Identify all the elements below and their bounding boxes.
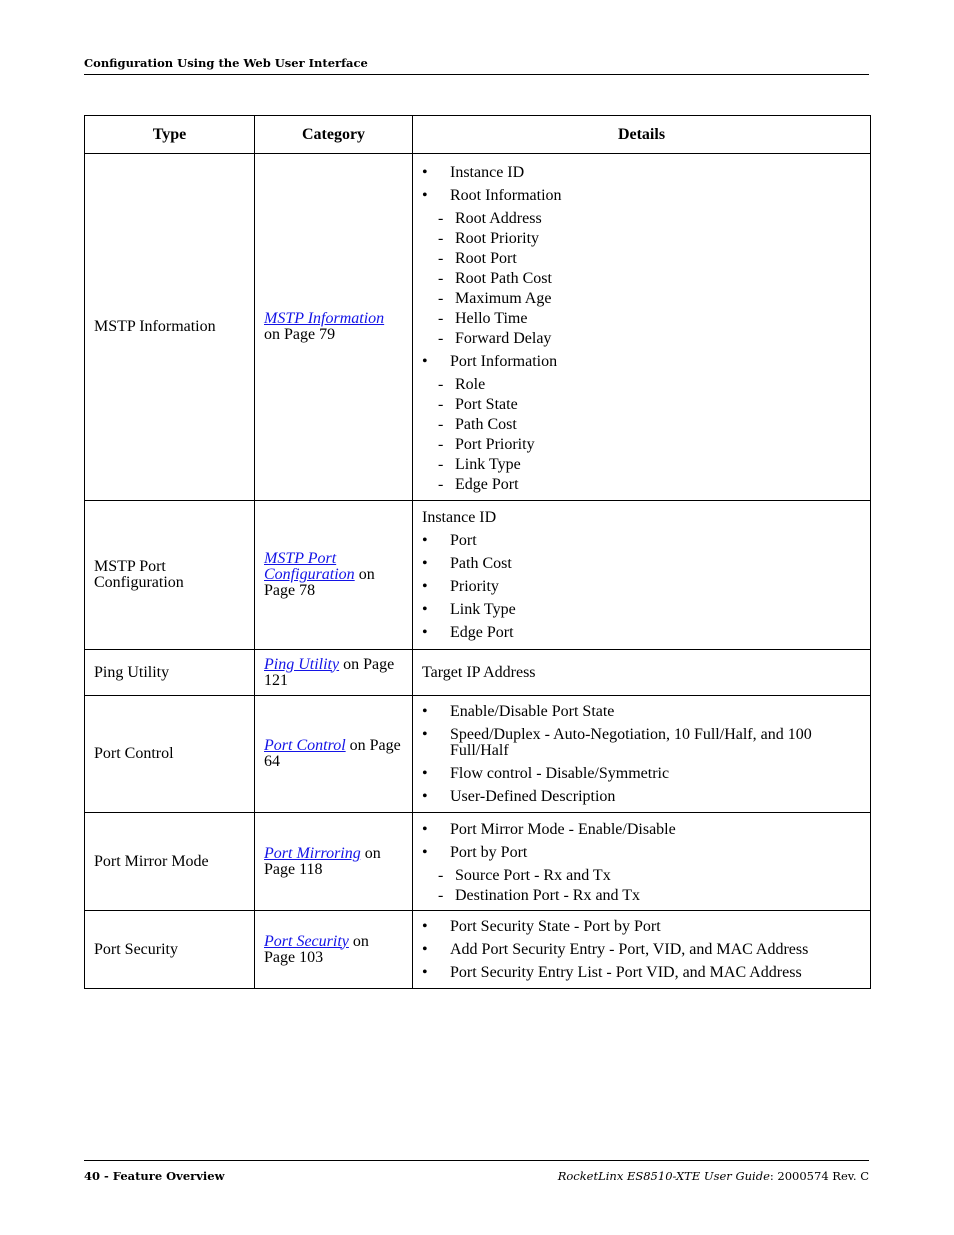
sub-item: - Hello Time xyxy=(422,311,861,327)
page-reference: on Page 79 xyxy=(264,326,336,343)
category-cell xyxy=(255,154,413,501)
sub-item: - Path Cost xyxy=(422,417,861,433)
column-header-details: Details xyxy=(413,116,871,154)
details-cell xyxy=(413,501,871,650)
details-cell xyxy=(413,650,871,696)
sub-item: - Link Type xyxy=(422,457,861,473)
feature-type-cell: MSTP Port Configuration xyxy=(85,501,255,650)
bullet-item: • Add Port Security Entry - Port, VID, and MAC Address xyxy=(422,942,861,958)
detail-text: Target IP Address xyxy=(422,663,536,681)
column-header-category: Category xyxy=(255,116,413,154)
table-row xyxy=(85,650,871,696)
sub-item: - Maximum Age xyxy=(422,291,861,307)
details-cell xyxy=(413,696,871,813)
bullet-item: • User-Defined Description xyxy=(422,789,861,805)
page-reference: on Page 64 xyxy=(264,737,401,770)
category-cell xyxy=(255,911,413,989)
bullet-item: • Instance ID xyxy=(422,165,861,181)
table-header-row xyxy=(85,116,871,154)
category-cell xyxy=(255,813,413,911)
sub-item: - Edge Port xyxy=(422,477,861,493)
details-cell xyxy=(413,154,871,501)
sub-item: - Destination Port - Rx and Tx xyxy=(422,888,861,904)
category-link[interactable]: Port Mirroring xyxy=(264,844,361,862)
table-row xyxy=(85,696,871,813)
page-reference: on Page 118 xyxy=(264,844,381,878)
bullet-item: • Speed/Duplex - Auto-Negotiation, 10 Full/Half, and 100 Full/Half xyxy=(422,727,861,759)
category-link[interactable]: Port Security xyxy=(264,932,349,950)
sub-item: - Port Priority xyxy=(422,437,861,453)
table-row xyxy=(85,154,871,501)
page-reference: on Page 121 xyxy=(264,655,395,689)
category-cell xyxy=(255,650,413,696)
page-reference: on Page 103 xyxy=(264,932,369,966)
sub-item: - Root Address xyxy=(422,211,861,227)
sub-item: - Root Priority xyxy=(422,231,861,247)
footer-document-id xyxy=(558,1169,869,1183)
bullet-item: • Port Mirror Mode - Enable/Disable xyxy=(422,822,861,838)
details-cell xyxy=(413,911,871,989)
bullet-item: • Port Security Entry List - Port VID, and MAC Address xyxy=(422,965,861,981)
sub-item: - Source Port - Rx and Tx xyxy=(422,868,861,884)
bullet-item: • Priority xyxy=(422,579,861,595)
footer-page-label: 40 - Feature Overview xyxy=(84,1169,225,1183)
category-link[interactable]: MSTP Information xyxy=(264,310,385,327)
footer-divider xyxy=(84,1160,869,1161)
details-cell xyxy=(413,813,871,911)
bullet-item: • Port Information xyxy=(422,354,861,370)
sub-item: - Root Port xyxy=(422,251,861,267)
bullet-item: • Flow control - Disable/Symmetric xyxy=(422,766,861,782)
bullet-item: • Edge Port xyxy=(422,625,861,641)
bullet-item: • Port Security State - Port by Port xyxy=(422,919,861,935)
page-reference: on Page 78 xyxy=(264,566,375,599)
category-cell xyxy=(255,696,413,813)
column-header-type: Type xyxy=(85,116,255,154)
category-link[interactable]: Port Control xyxy=(264,737,346,754)
category-cell xyxy=(255,501,413,650)
feature-type-cell: Port Control xyxy=(85,696,255,813)
sub-item: - Forward Delay xyxy=(422,331,861,347)
sub-item: - Root Path Cost xyxy=(422,271,861,287)
feature-type-cell: Port Security xyxy=(85,911,255,989)
table-row xyxy=(85,813,871,911)
running-header: Configuration Using the Web User Interface xyxy=(84,55,869,75)
feature-type-cell: Port Mirror Mode xyxy=(85,813,255,911)
feature-type-cell: Ping Utility xyxy=(85,650,255,696)
bullet-item: • Path Cost xyxy=(422,556,861,572)
sub-item: - Port State xyxy=(422,397,861,413)
feature-type-cell: MSTP Information xyxy=(85,154,255,501)
table-row xyxy=(85,911,871,989)
bullet-item: • Link Type xyxy=(422,602,861,618)
footer-guide-title: RocketLinx ES8510-XTE User Guide xyxy=(557,1169,770,1183)
bullet-item: • Enable/Disable Port State xyxy=(422,704,861,720)
bullet-item: • Port xyxy=(422,533,861,549)
bullet-item: • Port by Port xyxy=(422,845,861,861)
category-link[interactable]: Ping Utility xyxy=(264,655,340,673)
bullet-item: • Root Information xyxy=(422,188,861,204)
table-row xyxy=(85,501,871,650)
footer-revision: : 2000574 Rev. C xyxy=(769,1169,869,1183)
feature-table xyxy=(84,115,871,989)
category-link[interactable]: MSTP Port Configuration xyxy=(264,550,355,583)
sub-item: - Role xyxy=(422,377,861,393)
detail-text: Instance ID xyxy=(422,508,497,526)
